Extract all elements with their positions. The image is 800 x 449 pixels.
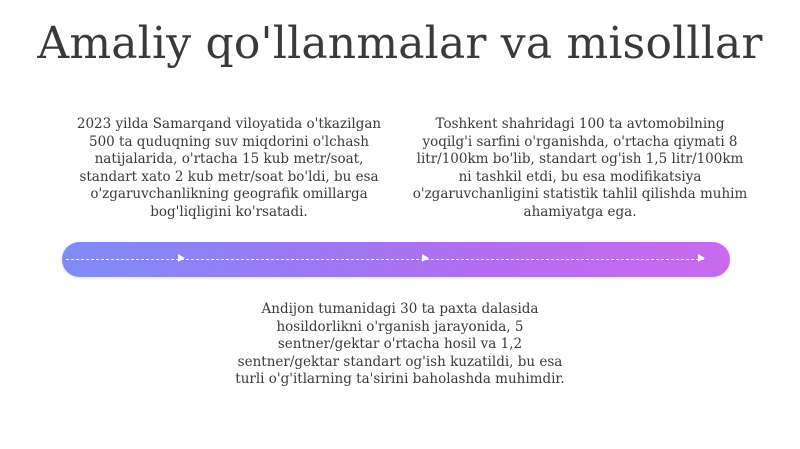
example-samarqand-text: 2023 yilda Samarqand viloyatida o'tkazilgan 500 ta quduqning suv miqdorini o'lchash natijalarida, o'rtacha 15 kub metr/soat, standart xato 2 kub metr/soat bo'ldi, bu esa o'zgaruvchanlikning geografik omillarga bog'liqligini ko'rsatadi.	[76, 116, 382, 220]
timeline-arrow-icon	[422, 254, 429, 262]
example-andijon-text: Andijon tumanidagi 30 ta paxta dalasida hosildorlikni o'rganish jarayonida, 5 sentner/gektar o'rtacha hosil va 1,2 sentner/gektar standart og'ish kuzatildi, bu esa turli o'g'itlarning ta'sirini baholashda muhimdir.	[235, 301, 565, 388]
example-toshkent-text: Toshkent shahridagi 100 ta avtomobilning yoqilg'i sarfini o'rganishda, o'rtacha qiymati 8 litr/100km bo'lib, standart og'ish 1,5 litr/100km ni tashkil etdi, bu esa modifikatsiya o'zgaruvchanligini statistik tahlil qilishda muhim ahamiyatga ega.	[412, 116, 748, 220]
timeline-dashed-line	[66, 259, 704, 260]
timeline-arrow-icon	[178, 254, 185, 262]
timeline-arrow-icon	[698, 254, 705, 262]
slide-title: Amaliy qo'llanmalar va misolllar	[37, 18, 763, 69]
timeline-bar	[62, 242, 730, 277]
